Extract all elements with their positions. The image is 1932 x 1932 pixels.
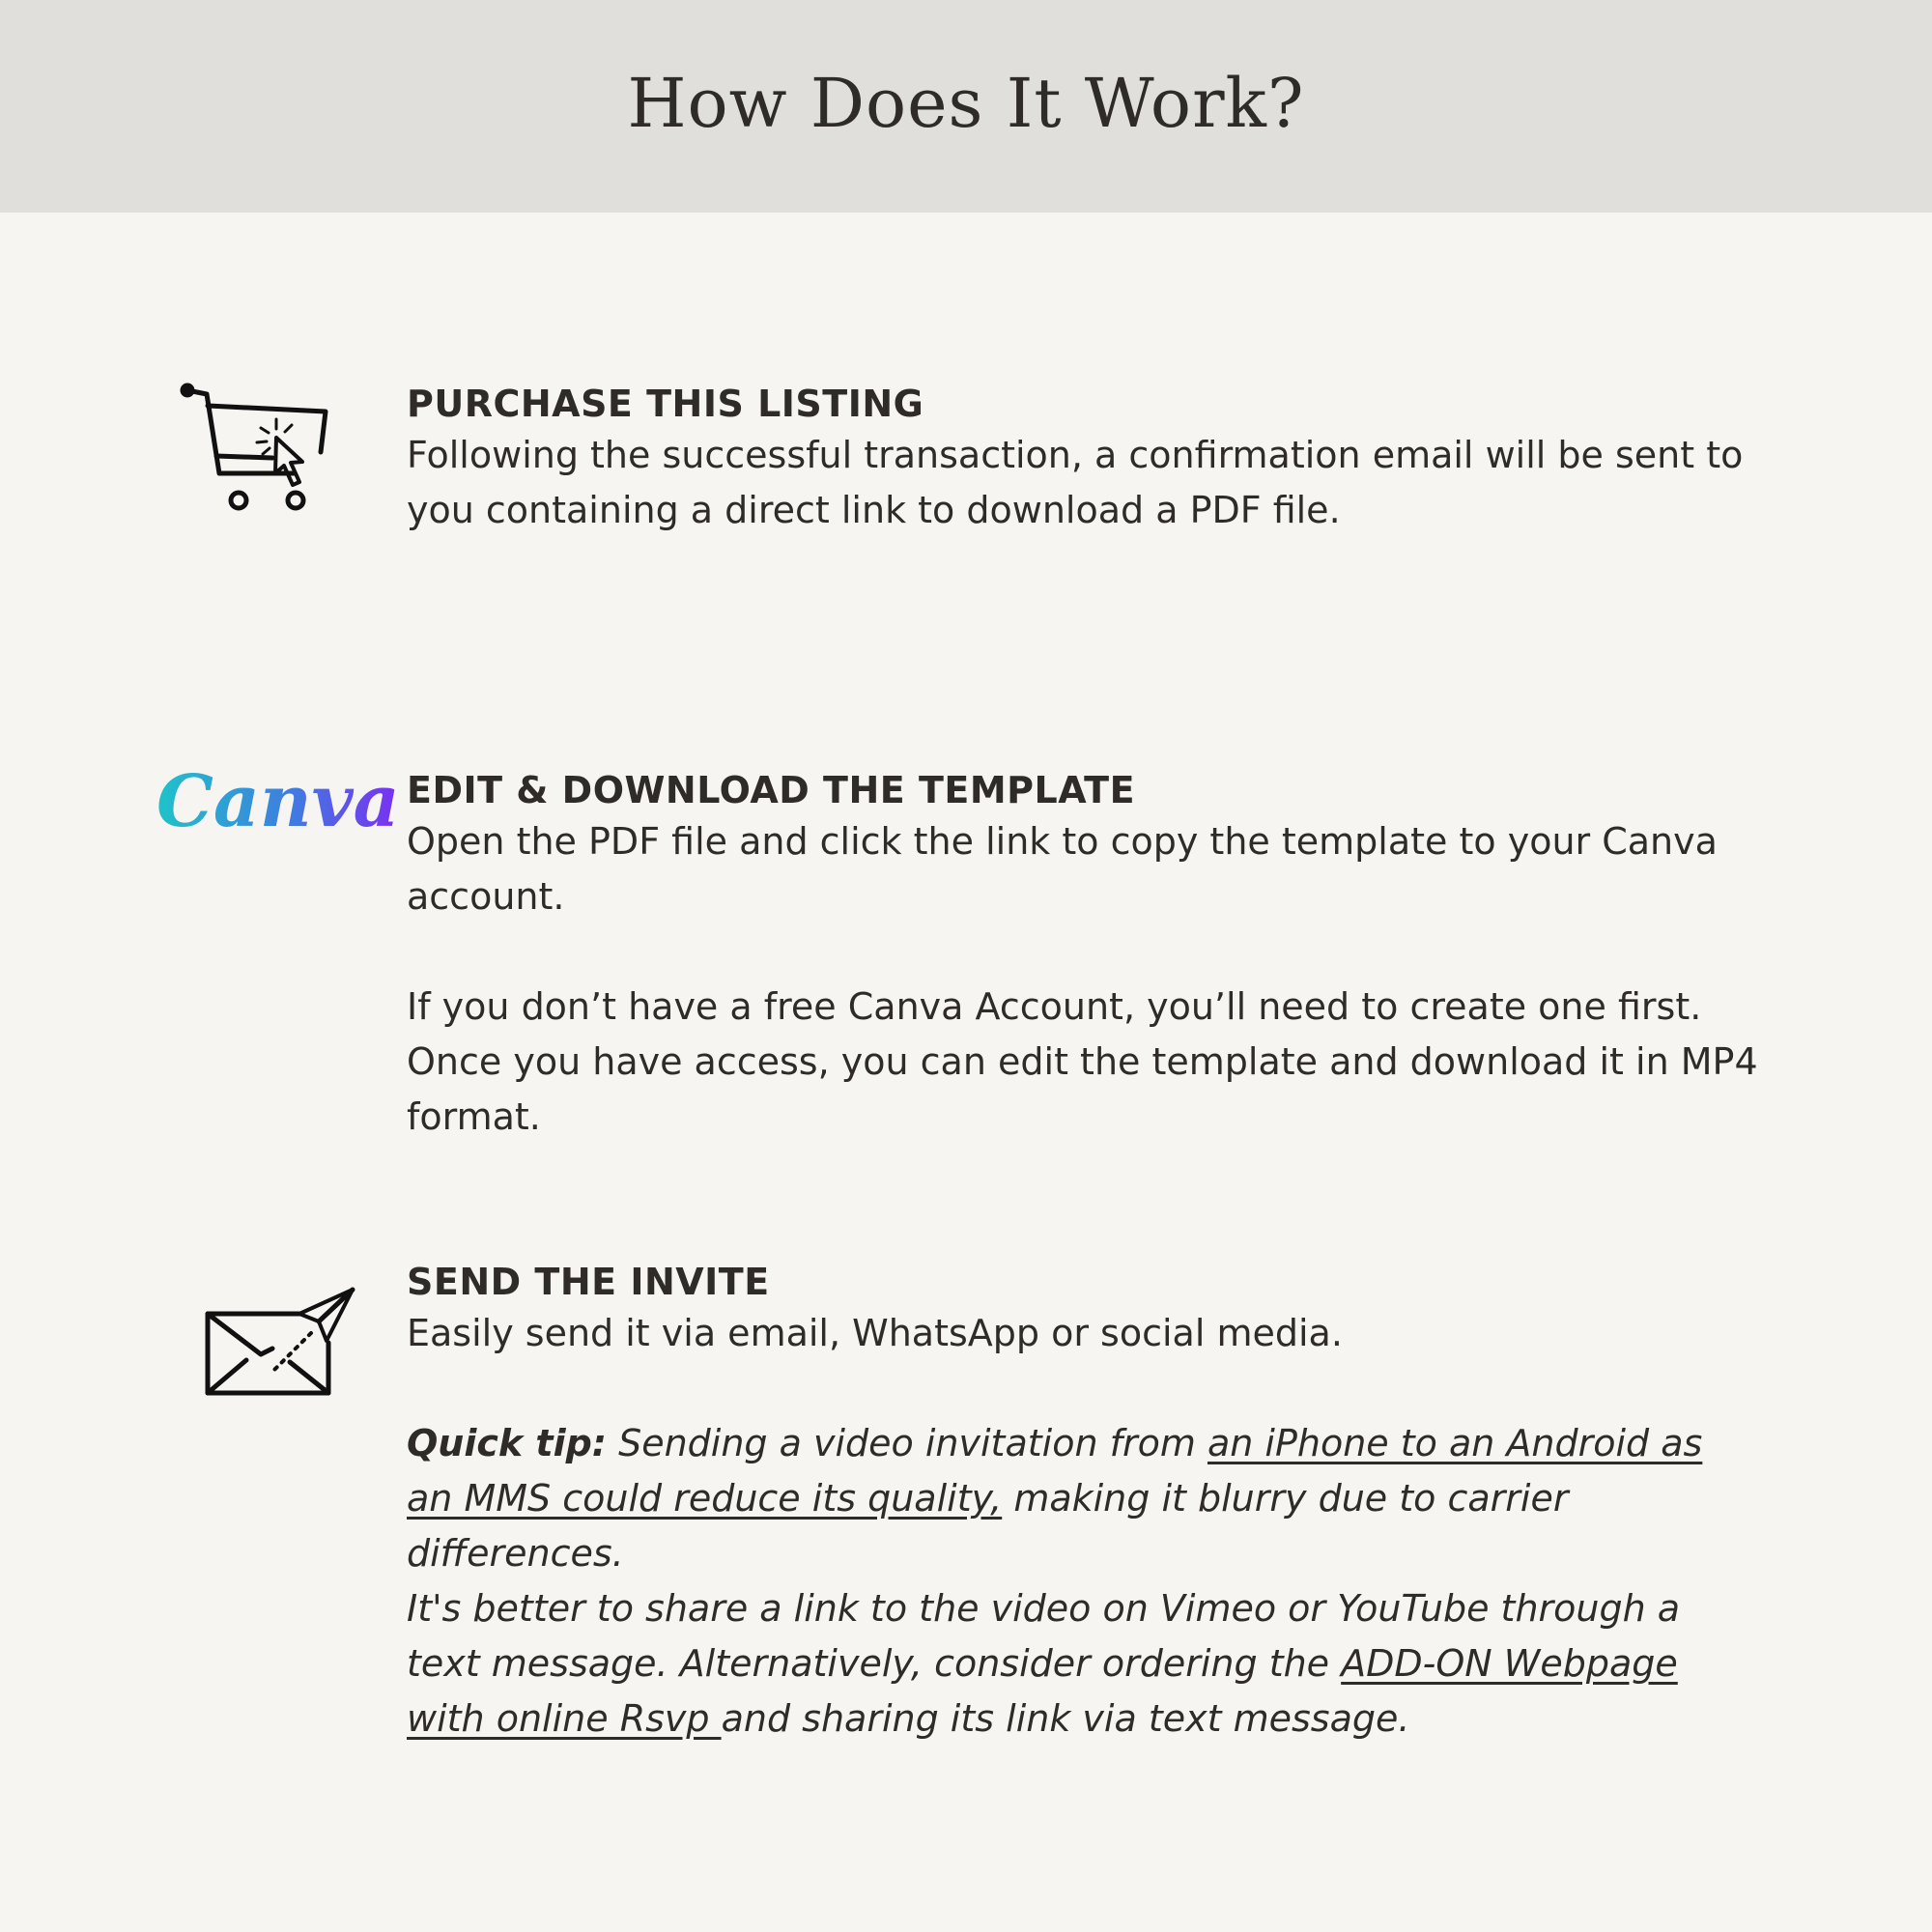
step-purchase bbox=[407, 380, 1759, 538]
envelope-paper-plane-icon bbox=[203, 1285, 357, 1401]
step-title: PURCHASE THIS LISTING bbox=[407, 383, 924, 425]
quick-tip-label: Quick tip: bbox=[407, 1422, 607, 1464]
addon-webpage-link[interactable]: ADD-ON Webpage with online Rsvp bbox=[407, 1642, 1678, 1740]
step-title: SEND THE INVITE bbox=[407, 1261, 770, 1303]
step-description-extra: If you don’t have a free Canva Account, you’ll need to create one first. Once you have access, you can edit the template and download it in MP4 format. bbox=[407, 985, 1758, 1138]
quick-tip-advice-text: It's better to share a link to the video on Vimeo or YouTube through a text message. Alternatively, consider ordering the bbox=[407, 1587, 1681, 1685]
step-description: Following the successful transaction, a confirmation email will be sent to you containing a direct link to download a PDF file. bbox=[407, 434, 1744, 531]
page-title: How Does It Work? bbox=[627, 64, 1305, 143]
quick-tip-link-iphone-android[interactable]: an iPhone to an Android as an MMS could reduce its quality, bbox=[407, 1422, 1703, 1520]
shopping-cart-click-icon bbox=[176, 377, 330, 517]
step-description: Easily send it via email, WhatsApp or social media. bbox=[407, 1312, 1343, 1354]
step-edit-download bbox=[407, 766, 1759, 1145]
step-description: Open the PDF file and click the link to copy the template to your Canva account. bbox=[407, 820, 1718, 918]
quick-tip-advice bbox=[407, 1581, 1759, 1747]
canva-logo-text: Canva bbox=[156, 760, 400, 843]
canva-logo bbox=[155, 753, 400, 843]
quick-tip bbox=[407, 1416, 1759, 1581]
page-header bbox=[0, 0, 1932, 213]
step-title: EDIT & DOWNLOAD THE TEMPLATE bbox=[407, 769, 1136, 811]
quick-tip-text: Sending a video invitation from bbox=[607, 1422, 1208, 1464]
quick-tip-advice-end: and sharing its link via text message. bbox=[721, 1697, 1410, 1740]
step-send-invite bbox=[407, 1258, 1759, 1747]
quick-tip-text-continued: making it blurry due to carrier differences. bbox=[407, 1477, 1569, 1575]
